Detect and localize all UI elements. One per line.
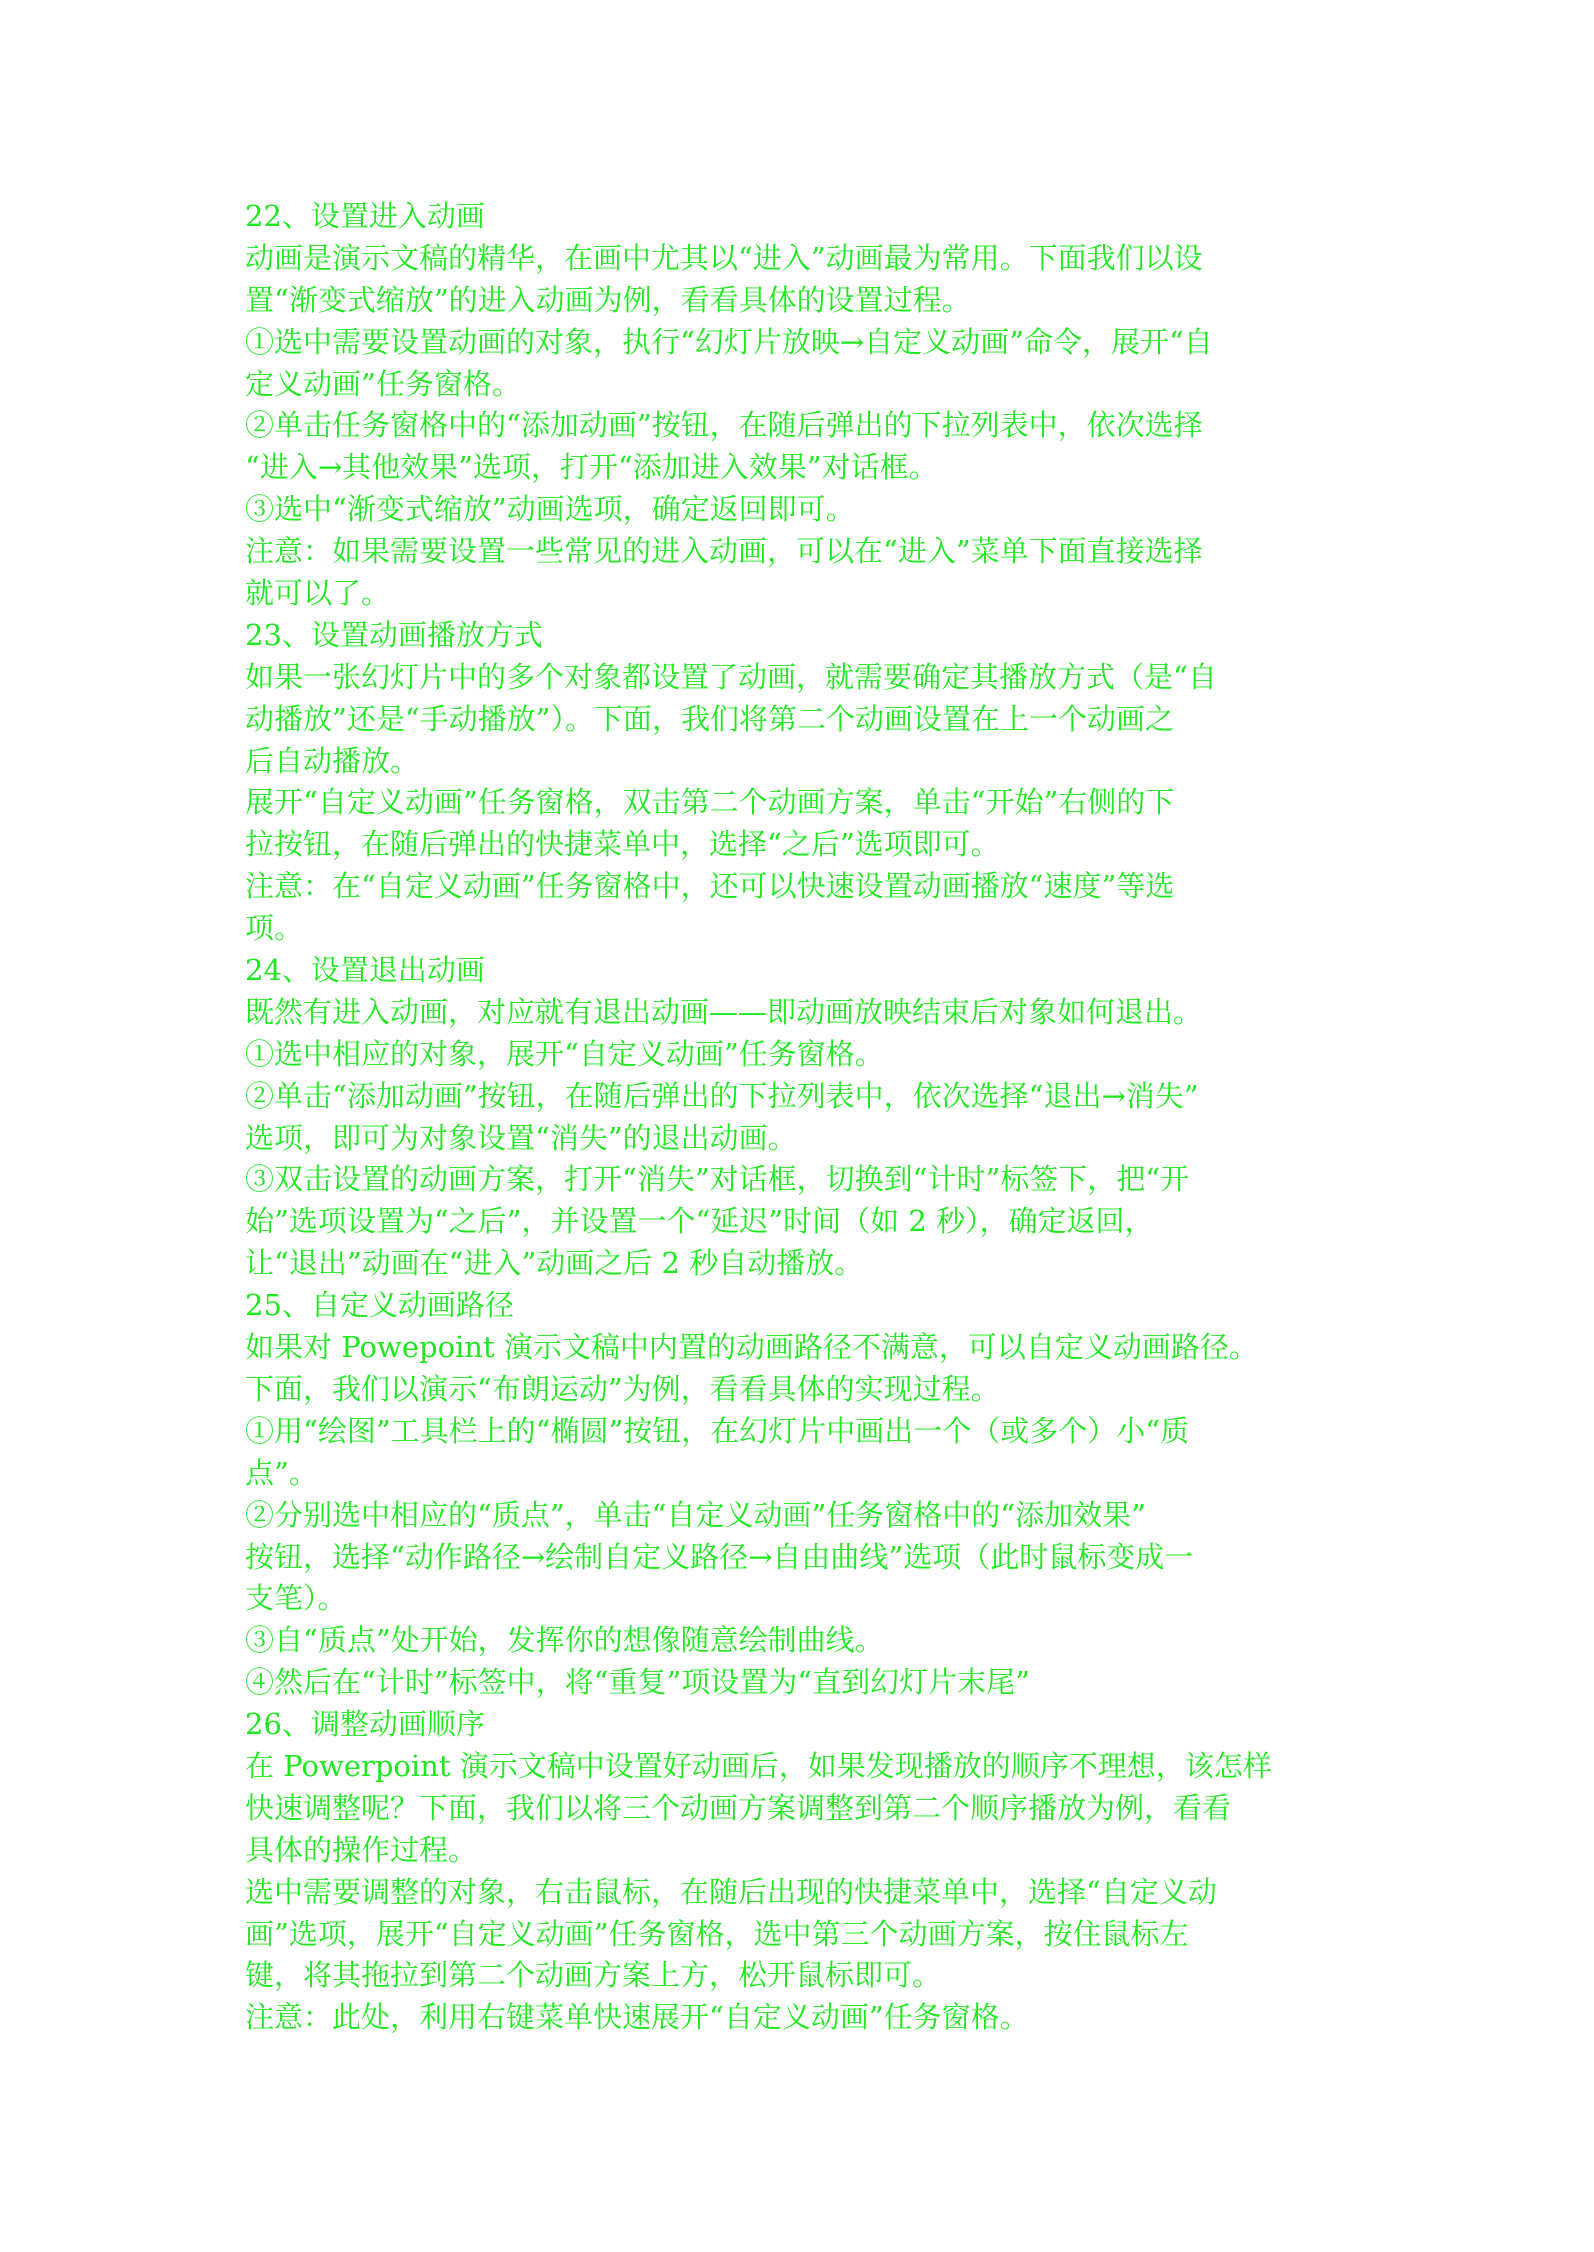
step-line: 点”。 xyxy=(245,1455,318,1490)
step-line: ③自“质点”处开始，发挥你的想像随意绘制曲线。 xyxy=(245,1623,884,1658)
step-line: ③双击设置的动画方案，打开“消失”对话框，切换到“计时”标签下，把“开 xyxy=(245,1162,1190,1197)
step-line: ①选中相应的对象，展开“自定义动画”任务窗格。 xyxy=(245,1036,884,1071)
step-line: 让“退出”动画在“进入”动画之后 2 秒自动播放。 xyxy=(245,1246,864,1281)
step-line: ②单击任务窗格中的“添加动画”按钮，在随后弹出的下拉列表中，依次选择 xyxy=(245,408,1203,443)
paragraph-line: 选中需要调整的对象，右击鼠标，在随后出现的快捷菜单中，选择“自定义动 xyxy=(245,1874,1217,1909)
note-line: 就可以了。 xyxy=(245,576,391,611)
step-line: 选项，即可为对象设置“消失”的退出动画。 xyxy=(245,1120,797,1155)
step-line: 按钮，选择“动作路径→绘制自定义路径→自由曲线”选项（此时鼠标变成一 xyxy=(245,1539,1194,1574)
step-line: ②分别选中相应的“质点”，单击“自定义动画”任务窗格中的“添加效果” xyxy=(245,1497,1146,1532)
paragraph-line: 既然有进入动画，对应就有退出动画——即动画放映结束后对象如何退出。 xyxy=(245,994,1203,1029)
document-body xyxy=(245,196,1355,2039)
section-heading-24: 24、设置退出动画 xyxy=(245,953,485,988)
paragraph-line: 画”选项，展开“自定义动画”任务窗格，选中第三个动画方案，按住鼠标左 xyxy=(245,1916,1189,1951)
paragraph-line: 在 Powerpoint 演示文稿中设置好动画后，如果发现播放的顺序不理想，该怎样 xyxy=(245,1748,1272,1783)
step-line: 支笔）。 xyxy=(245,1581,347,1616)
paragraph-line: 后自动播放。 xyxy=(245,743,420,778)
section-heading-23: 23、设置动画播放方式 xyxy=(245,617,543,652)
paragraph-line: 下面，我们以演示“布朗运动”为例，看看具体的实现过程。 xyxy=(245,1371,1000,1406)
paragraph-line: 如果一张幻灯片中的多个对象都设置了动画，就需要确定其播放方式（是“自 xyxy=(245,659,1217,694)
paragraph-line: 键，将其拖拉到第二个动画方案上方，松开鼠标即可。 xyxy=(245,1958,942,1993)
paragraph-line: 具体的操作过程。 xyxy=(245,1832,478,1867)
step-line: ④然后在“计时”标签中，将“重复”项设置为“直到幻灯片末尾” xyxy=(245,1665,1030,1700)
step-line: “进入→其他效果”选项，打开“添加进入效果”对话框。 xyxy=(245,450,938,485)
note-line: 注意：在“自定义动画”任务窗格中，还可以快速设置动画播放“速度”等选 xyxy=(245,869,1175,904)
paragraph-line: 动播放”还是“手动播放”）。下面，我们将第二个动画设置在上一个动画之 xyxy=(245,701,1174,736)
section-heading-26: 26、调整动画顺序 xyxy=(245,1707,485,1742)
section-heading-22: 22、设置进入动画 xyxy=(245,199,485,233)
paragraph-line: 置“渐变式缩放”的进入动画为例，看看具体的设置过程。 xyxy=(245,282,971,317)
paragraph-line: 动画是演示文稿的精华，在画中尤其以“进入”动画最为常用。下面我们以设 xyxy=(245,240,1203,275)
note-line: 注意：此处，利用右键菜单快速展开“自定义动画”任务窗格。 xyxy=(245,2000,1029,2035)
note-line: 注意：如果需要设置一些常见的进入动画，可以在“进入”菜单下面直接选择 xyxy=(245,534,1203,569)
step-line: ②单击“添加动画”按钮，在随后弹出的下拉列表中，依次选择“退出→消失” xyxy=(245,1078,1199,1113)
paragraph-line: 展开“自定义动画”任务窗格，双击第二个动画方案，单击“开始”右侧的下 xyxy=(245,785,1175,820)
note-line: 项。 xyxy=(245,911,304,946)
step-line: 定义动画”任务窗格。 xyxy=(245,366,521,401)
step-line: 始”选项设置为“之后”，并设置一个“延迟”时间（如 2 秒），确定返回， xyxy=(245,1204,1154,1239)
step-line: ①选中需要设置动画的对象，执行“幻灯片放映→自定义动画”命令，展开“自 xyxy=(245,324,1213,359)
section-heading-25: 25、自定义动画路径 xyxy=(245,1288,514,1323)
paragraph-line: 拉按钮，在随后弹出的快捷菜单中，选择“之后”选项即可。 xyxy=(245,827,1000,862)
step-line: ①用“绘图”工具栏上的“椭圆”按钮，在幻灯片中画出一个（或多个）小“质 xyxy=(245,1413,1190,1448)
paragraph-line: 快速调整呢？下面，我们以将三个动画方案调整到第二个顺序播放为例，看看 xyxy=(245,1790,1232,1825)
step-line: ③选中“渐变式缩放”动画选项，确定返回即可。 xyxy=(245,492,855,527)
paragraph-line: 如果对 Powepoint 演示文稿中内置的动画路径不满意，可以自定义动画路径。 xyxy=(245,1330,1258,1365)
